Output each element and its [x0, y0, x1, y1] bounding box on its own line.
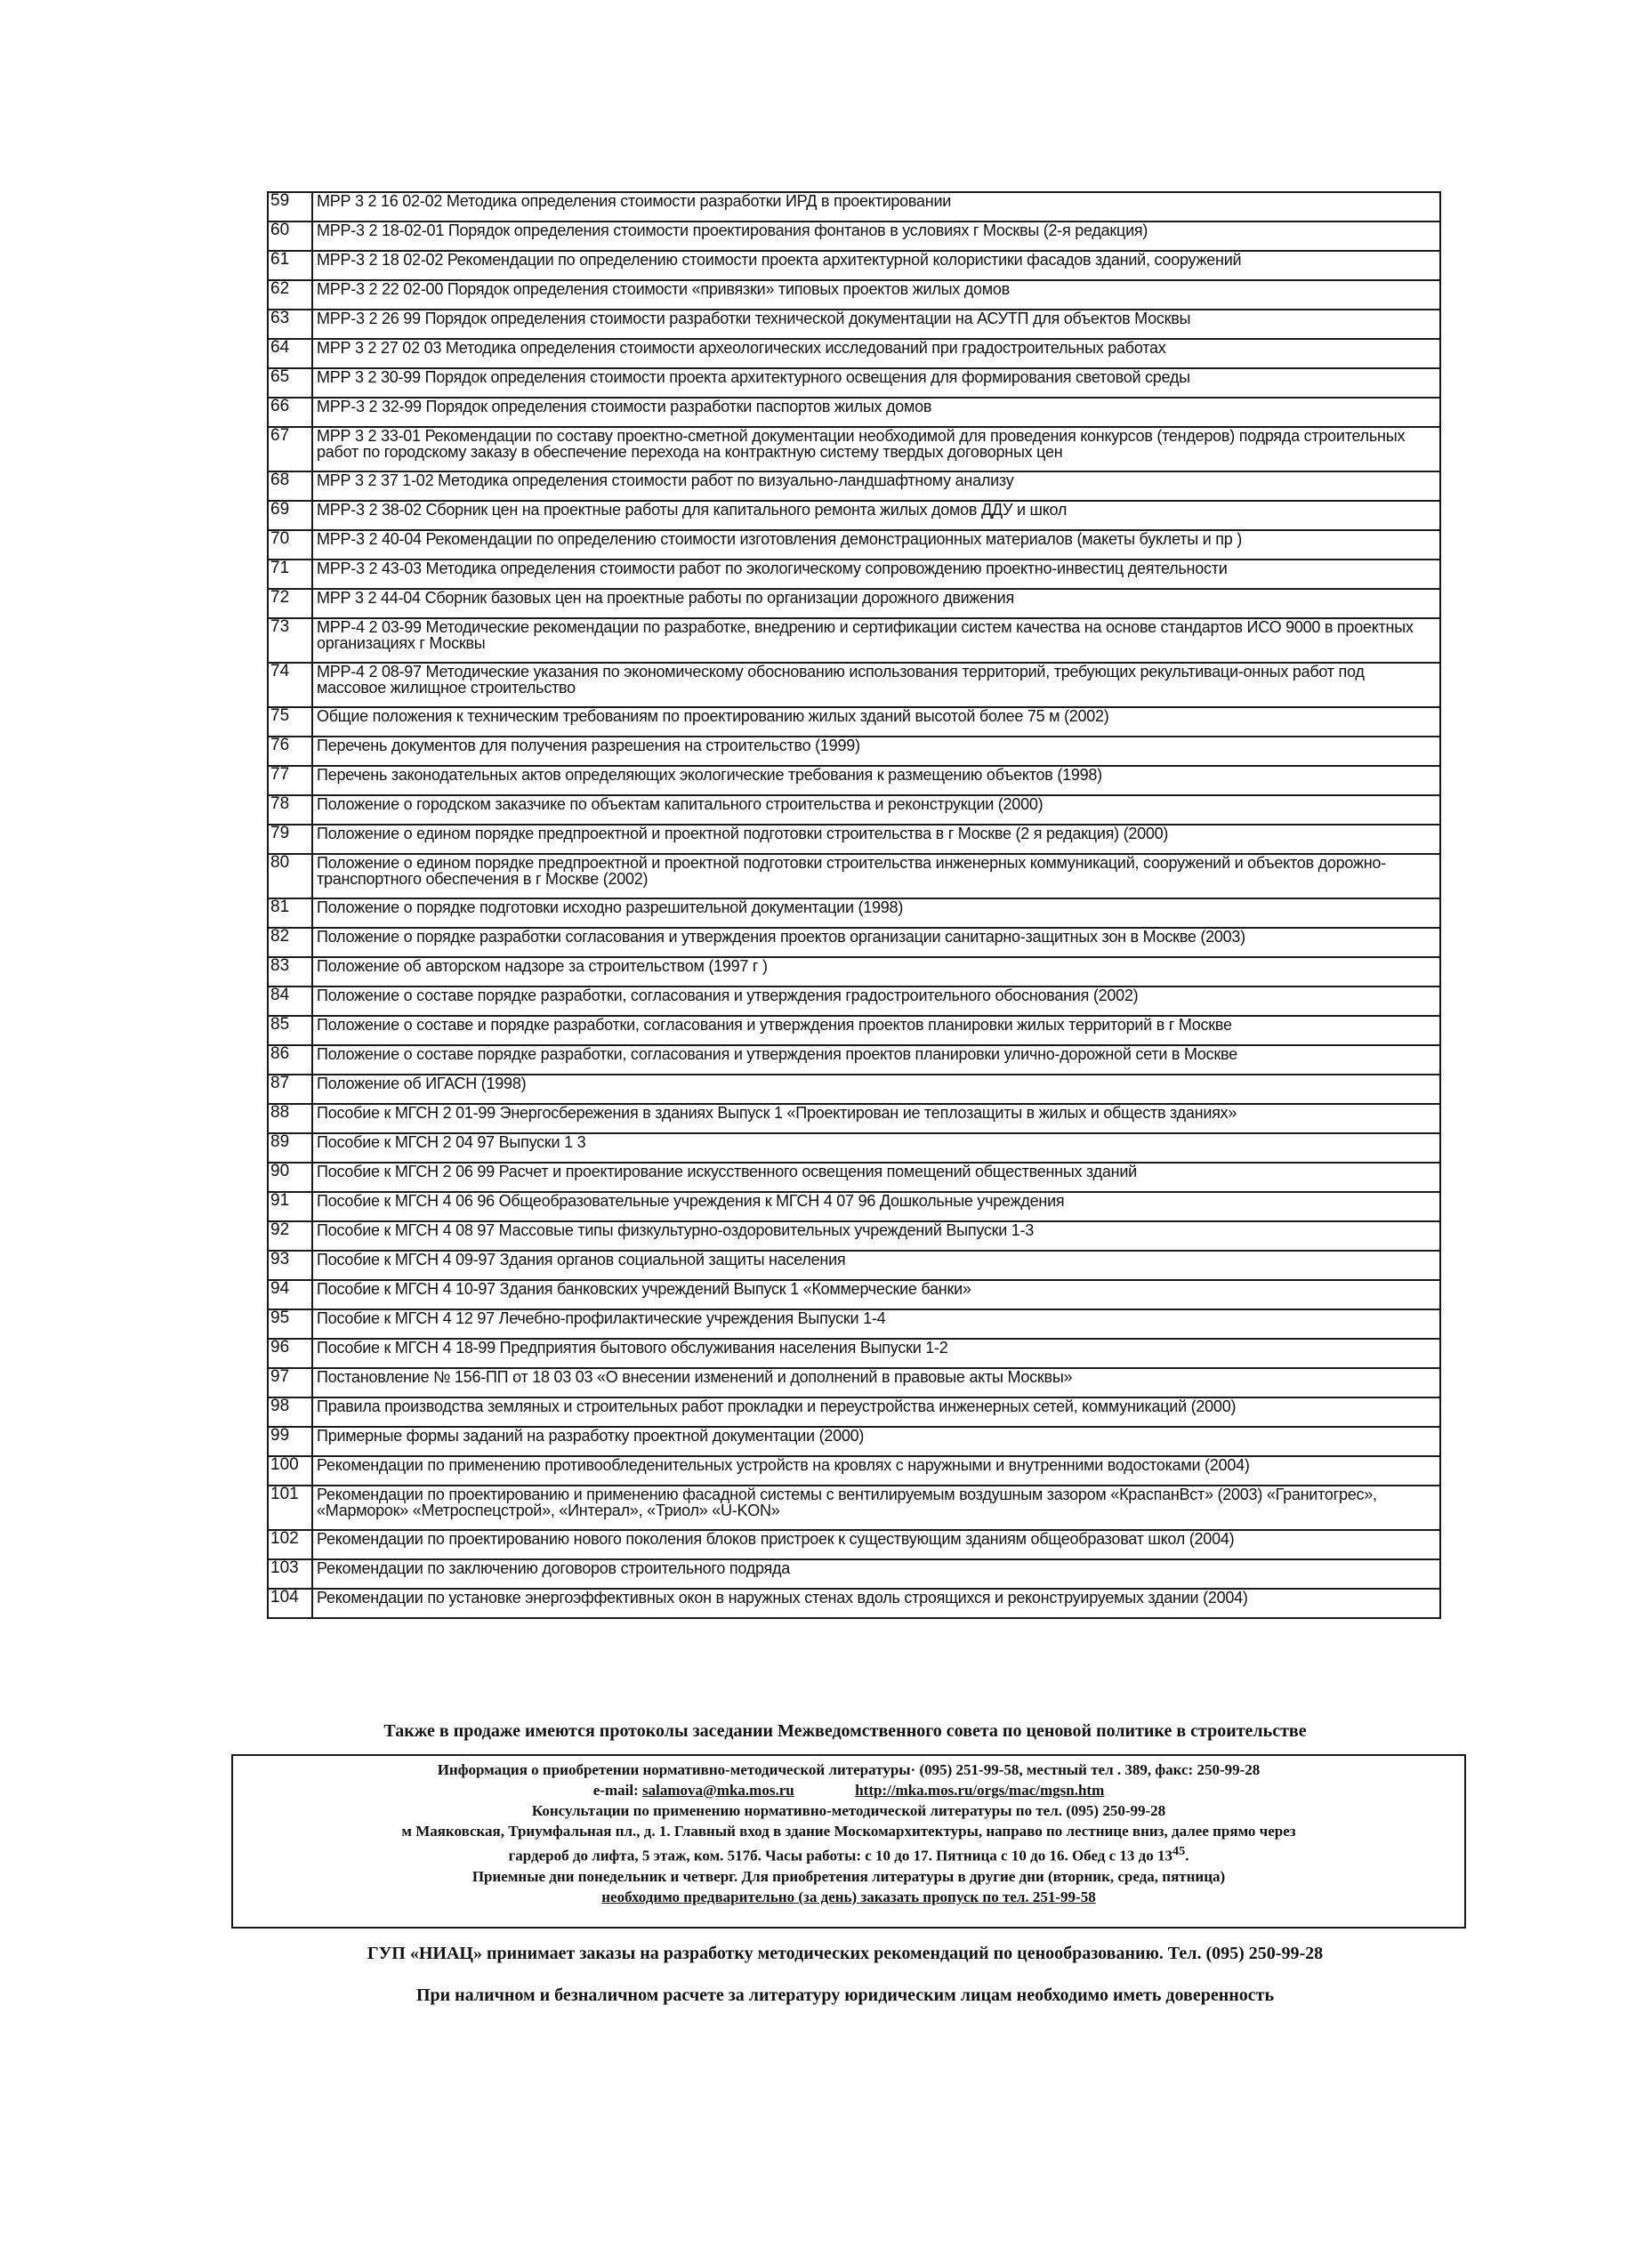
row-number: 98: [268, 1397, 312, 1427]
table-row: [268, 1251, 1440, 1280]
row-number: 76: [268, 737, 312, 766]
row-number: 74: [268, 663, 312, 707]
table-row: [268, 560, 1440, 589]
table-row: [268, 987, 1440, 1016]
info-hours-end: .: [1185, 1847, 1189, 1864]
row-number: 61: [268, 251, 312, 280]
row-number: 90: [268, 1163, 312, 1192]
table-row: [268, 898, 1440, 928]
row-number: 87: [268, 1075, 312, 1104]
row-title: Положение о едином порядке предпроектной и проектной подготовки строительства инженерных коммуникаций, сооружений и объектов дорожно-транспортного обеспечения в г Москве (2002): [312, 854, 1440, 898]
protocols-note: Также в продаже имеются протоколы заседании Межведомственного совета по ценовой политике в строительстве: [383, 1721, 1307, 1741]
row-number: 77: [268, 766, 312, 795]
row-number: 100: [268, 1456, 312, 1486]
info-hours-line: [233, 1841, 1464, 1866]
row-title: Положение о составе порядке разработки, согласования и утверждения градостроительного обоснования (2002): [312, 987, 1440, 1016]
row-title: Примерные формы заданий на разработку проектной документации (2000): [312, 1427, 1440, 1456]
row-number: 92: [268, 1221, 312, 1251]
row-title: Положение о порядке разработки согласования и утверждения проектов организации санитарно-защитных зон в Москве (2003): [312, 928, 1440, 957]
purchase-info-box: [231, 1754, 1466, 1929]
row-title: Рекомендации по проектированию и применению фасадной системы с вентилируемым воздушным зазором «КраспанВст» (2003) «Гранитогрес», «Марморок» «Метроспецстрой», «Интерал», «Триол» «U-KON»: [312, 1486, 1440, 1530]
row-title: Рекомендации по применению противообледенительных устройств на кровлях с наружными и внутренними водостоками (2004): [312, 1456, 1440, 1486]
row-title: МРР-3 2 18-02-01 Порядок определения стоимости проектирования фонтанов в условиях г Москвы (2-я редакция): [312, 221, 1440, 251]
row-title: Пособие к МГСН 2 04 97 Выпуски 1 3: [312, 1133, 1440, 1163]
row-title: Пособие к МГСН 4 18-99 Предприятия бытового обслуживания населения Выпуски 1-2: [312, 1339, 1440, 1368]
row-title: Положение о составе порядке разработки, согласования и утверждения проектов планировки улично-дорожной сети в Москве: [312, 1045, 1440, 1075]
row-number: 83: [268, 957, 312, 987]
table-row: [268, 737, 1440, 766]
info-pass-text: необходимо предварительно (за день) заказать пропуск по тел. 251-99-58: [601, 1888, 1096, 1905]
row-title: МРР 3 2 33-01 Рекомендации по составу проектно-сметной документации необходимой для проведения конкурсов (тендеров) подряда строительных работ по городскому заказу в обеспечение перехода на контрактную систему твердых договорных цен: [312, 427, 1440, 471]
row-title: МРР-3 2 40-04 Рекомендации по определению стоимости изготовления демонстрационных материалов (макеты буклеты и пр ): [312, 530, 1440, 560]
row-title: МРР 3 2 27 02 03 Методика определения стоимости археологических исследований при градостроительных работах: [312, 339, 1440, 368]
table-row: [268, 1075, 1440, 1104]
info-pass-line: [233, 1887, 1464, 1907]
row-title: Пособие к МГСН 4 06 96 Общеобразовательные учреждения к МГСН 4 07 96 Дошкольные учреждения: [312, 1192, 1440, 1221]
row-number: 96: [268, 1339, 312, 1368]
table-row: [268, 825, 1440, 854]
row-number: 97: [268, 1368, 312, 1397]
row-title: Пособие к МГСН 4 08 97 Массовые типы физкультурно-оздоровительных учреждений Выпуски 1-3: [312, 1221, 1440, 1251]
info-address-line: м Маяковская, Триумфальная пл., д. 1. Главный вход в здание Москомархитектуры, направо по лестнице вниз, далее прямо через: [401, 1823, 1296, 1840]
table-row: [268, 854, 1440, 898]
table-row: [268, 192, 1440, 221]
table-row: [268, 1456, 1440, 1486]
table-row: [268, 1339, 1440, 1368]
row-title: Пособие к МГСН 4 12 97 Лечебно-профилактические учреждения Выпуски 1-4: [312, 1309, 1440, 1339]
row-number: 101: [268, 1486, 312, 1530]
table-row: [268, 1309, 1440, 1339]
row-number: 79: [268, 825, 312, 854]
table-row: [268, 1427, 1440, 1456]
row-title: МРР 3 2 30-99 Порядок определения стоимости проекта архитектурного освещения для формирования световой среды: [312, 368, 1440, 398]
table-row: [268, 795, 1440, 825]
table-row: [268, 368, 1440, 398]
row-title: МРР-3 2 26 99 Порядок определения стоимости разработки технической документации на АСУТП для объектов Москвы: [312, 310, 1440, 339]
row-title: Пособие к МГСН 2 01-99 Энергосбережения в зданиях Выпуск 1 «Проектирован ие теплозащиты в жилых и обществ зданиях»: [312, 1104, 1440, 1133]
row-number: 88: [268, 1104, 312, 1133]
row-title: МРР-3 2 38-02 Сборник цен на проектные работы для капитального ремонта жилых домов ДДУ и школ: [312, 501, 1440, 530]
row-number: 69: [268, 501, 312, 530]
table-row: [268, 280, 1440, 310]
table-row: [268, 1133, 1440, 1163]
row-number: 62: [268, 280, 312, 310]
table-row: [268, 589, 1440, 618]
table-row: [268, 339, 1440, 368]
table-row: [268, 766, 1440, 795]
row-title: МРР-3 2 43-03 Методика определения стоимости работ по экологическому сопровождению проектно-инвестиц деятельности: [312, 560, 1440, 589]
table-row: [268, 618, 1440, 663]
document-list-table: [267, 191, 1441, 1619]
row-title: Перечень документов для получения разрешения на строительство (1999): [312, 737, 1440, 766]
row-number: 68: [268, 471, 312, 501]
row-number: 78: [268, 795, 312, 825]
info-days-line: Приемные дни понедельник и четверг. Для приобретения литературы в другие дни (вторник, среда, пятница): [471, 1867, 1226, 1885]
row-title: МРР 3 2 37 1-02 Методика определения стоимости работ по визуально-ландшафтному анализу: [312, 471, 1440, 501]
table-row: [268, 251, 1440, 280]
table-row: [268, 1397, 1440, 1427]
row-number: 99: [268, 1427, 312, 1456]
info-hours-sup: 45: [1173, 1844, 1186, 1858]
row-number: 59: [268, 192, 312, 221]
table-row: [268, 1559, 1440, 1589]
row-title: Рекомендации по установке энергоэффективных окон в наружных стенах вдоль строящихся и реконструируемых здании (2004): [312, 1589, 1440, 1618]
row-number: 84: [268, 987, 312, 1016]
row-title: МРР 3 2 44-04 Сборник базовых цен на проектные работы по организации дорожного движения: [312, 589, 1440, 618]
table-row: [268, 398, 1440, 427]
row-title: МРР-4 2 03-99 Методические рекомендации по разработке, внедрению и сертификации систем качества на основе стандартов ИСО 9000 в проектных организациях г Москвы: [312, 618, 1440, 663]
row-title: МРР-3 2 22 02-00 Порядок определения стоимости «привязки» типовых проектов жилых домов: [312, 280, 1440, 310]
row-number: 89: [268, 1133, 312, 1163]
table-row: [268, 471, 1440, 501]
table-row: [268, 310, 1440, 339]
row-title: Рекомендации по заключению договоров строительного подряда: [312, 1559, 1440, 1589]
table-row: [268, 928, 1440, 957]
row-number: 75: [268, 707, 312, 737]
row-title: Общие положения к техническим требованиям по проектированию жилых зданий высотой более 75 м (2002): [312, 707, 1440, 737]
website-link[interactable]: http://mka.mos.ru/orgs/mac/mgsn.htm: [855, 1782, 1105, 1799]
table-row: [268, 1530, 1440, 1559]
row-title: МРР-4 2 08-97 Методические указания по экономическому обоснованию использования территорий, требующих рекультиваци-онных работ под массовое жилищное строительство: [312, 663, 1440, 707]
table-row: [268, 957, 1440, 987]
row-title: Пособие к МГСН 4 09-97 Здания органов социальной защиты населения: [312, 1251, 1440, 1280]
row-title: Рекомендации по проектированию нового поколения блоков пристроек к существующим зданиям общеобразоват школ (2004): [312, 1530, 1440, 1559]
email-link[interactable]: salamova@mka.mos.ru: [641, 1782, 794, 1799]
row-number: 60: [268, 221, 312, 251]
row-title: Правила производства земляных и строительных работ прокладки и переустройства инженерных сетей, коммуникаций (2000): [312, 1397, 1440, 1427]
table-row: [268, 1045, 1440, 1075]
row-number: 95: [268, 1309, 312, 1339]
table-row: [268, 530, 1440, 560]
row-number: 80: [268, 854, 312, 898]
table-row: [268, 221, 1440, 251]
row-number: 103: [268, 1559, 312, 1589]
info-contacts-line: [233, 1780, 1464, 1800]
row-title: Положение о едином порядке предпроектной и проектной подготовки строительства в г Москве (2 я редакция) (2000): [312, 825, 1440, 854]
row-title: Положение о порядке подготовки исходно разрешительной документации (1998): [312, 898, 1440, 928]
table-row: [268, 501, 1440, 530]
table-row: [268, 1589, 1440, 1618]
row-title: Положение о составе и порядке разработки, согласования и утверждения проектов планировки жилых территорий в г Москве: [312, 1016, 1440, 1045]
document-list-body: [268, 192, 1440, 1618]
table-row: [268, 1016, 1440, 1045]
row-title: Постановление № 156-ПП от 18 03 03 «О внесении изменений и дополнений в правовые акты Москвы»: [312, 1368, 1440, 1397]
table-row: [268, 427, 1440, 471]
row-number: 70: [268, 530, 312, 560]
row-number: 94: [268, 1280, 312, 1309]
table-row: [268, 1104, 1440, 1133]
table-row: [268, 1368, 1440, 1397]
row-number: 73: [268, 618, 312, 663]
row-number: 81: [268, 898, 312, 928]
orders-note: ГУП «НИАЦ» принимает заказы на разработку методических рекомендаций по ценообразованию. Тел. (095) 250-99-28: [367, 1944, 1324, 1963]
table-row: [268, 1192, 1440, 1221]
info-phone-line: Информация о приобретении нормативно-методической литературы· (095) 251-99-58, местный тел . 389, факс: 250-99-28: [437, 1761, 1261, 1778]
info-hours-text: гардероб до лифта, 5 этаж, ком. 517б. Часы работы: с 10 до 17. Пятница с 10 до 16. Обед с 13 до 13: [508, 1847, 1173, 1864]
row-number: 64: [268, 339, 312, 368]
row-title: Положение об ИГАСН (1998): [312, 1075, 1440, 1104]
info-consult-line: Консультации по применению нормативно-методической литературы по тел. (095) 250-99-28: [531, 1802, 1166, 1819]
row-number: 71: [268, 560, 312, 589]
row-number: 85: [268, 1016, 312, 1045]
row-number: 91: [268, 1192, 312, 1221]
table-row: [268, 1280, 1440, 1309]
table-row: [268, 1221, 1440, 1251]
proxy-note: При наличном и безналичном расчете за литературу юридическим лицам необходимо иметь доверенность: [415, 1985, 1275, 2005]
table-row: [268, 707, 1440, 737]
row-number: 72: [268, 589, 312, 618]
table-row: [268, 1486, 1440, 1530]
row-title: Пособие к МГСН 4 10-97 Здания банковских учреждений Выпуск 1 «Коммерческие банки»: [312, 1280, 1440, 1309]
email-label: e-mail:: [592, 1782, 639, 1799]
row-number: 93: [268, 1251, 312, 1280]
row-title: Пособие к МГСН 2 06 99 Расчет и проектирование искусственного освещения помещений общественных зданий: [312, 1163, 1440, 1192]
row-title: Положение об авторском надзоре за строительством (1997 г ): [312, 957, 1440, 987]
row-number: 67: [268, 427, 312, 471]
row-title: МРР 3 2 16 02-02 Методика определения стоимости разработки ИРД в проектировании: [312, 192, 1440, 221]
row-title: МРР-3 2 32-99 Порядок определения стоимости разработки паспортов жилых домов: [312, 398, 1440, 427]
row-number: 86: [268, 1045, 312, 1075]
row-number: 104: [268, 1589, 312, 1618]
row-title: МРР-3 2 18 02-02 Рекомендации по определению стоимости проекта архитектурной колористики фасадов зданий, сооружений: [312, 251, 1440, 280]
row-number: 82: [268, 928, 312, 957]
row-title: Перечень законодательных актов определяющих экологические требования к размещению объектов (1998): [312, 766, 1440, 795]
row-number: 102: [268, 1530, 312, 1559]
row-number: 65: [268, 368, 312, 398]
table-row: [268, 1163, 1440, 1192]
table-row: [268, 663, 1440, 707]
row-number: 66: [268, 398, 312, 427]
row-number: 63: [268, 310, 312, 339]
row-title: Положение о городском заказчике по объектам капитального строительства и реконструкции (2000): [312, 795, 1440, 825]
